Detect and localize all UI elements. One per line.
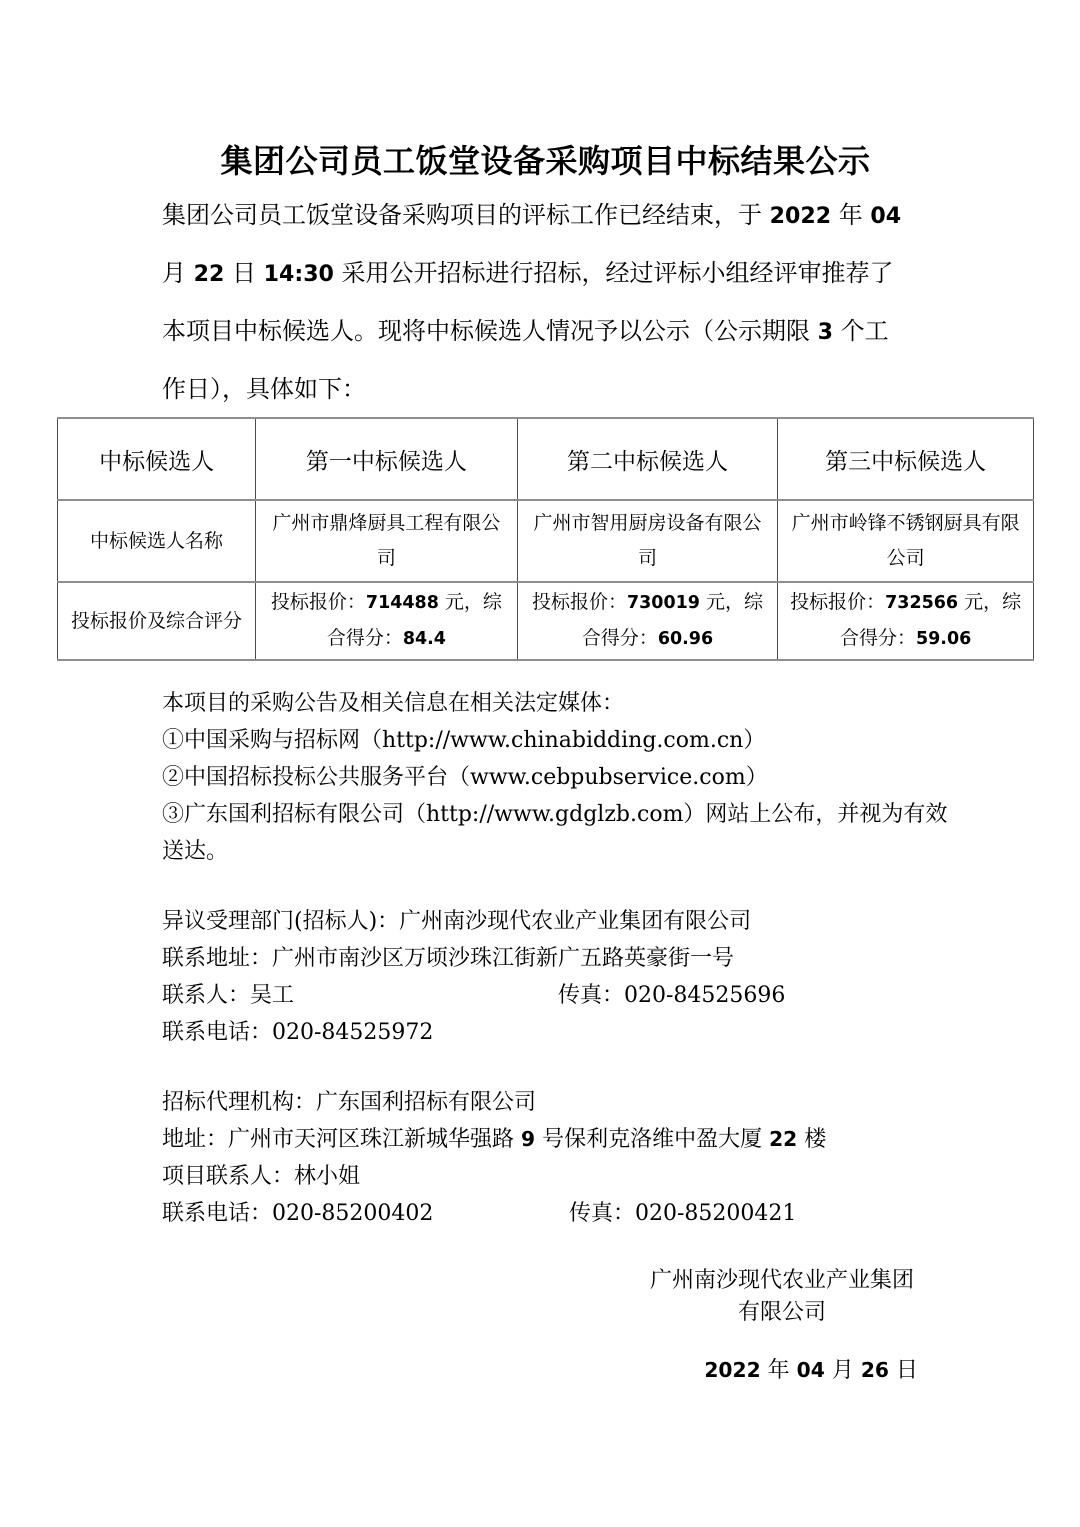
- table-row-candidate-names: [58, 500, 1034, 582]
- media-notice-paragraph: [162, 685, 1034, 870]
- intro-line-4: 作日），具体如下：: [162, 375, 366, 403]
- objection-contact-person: 联系人：吴工: [162, 983, 295, 1008]
- agency-name-line: 招标代理机构：广东国利招标有限公司: [162, 1090, 537, 1115]
- agency-phone-row: [162, 1195, 1034, 1232]
- row-label-bid-score: 投标报价及综合评分: [58, 582, 256, 660]
- objection-department-line: 异议受理部门(招标人)：广州南沙现代农业产业集团有限公司: [162, 909, 752, 934]
- agency-address-line: 地址：广州市天河区珠江新城华强路 9 号保利克洛维中盈大厦 22 楼: [162, 1127, 827, 1152]
- signature-company: [646, 1265, 918, 1329]
- row-label-candidate-name: 中标候选人名称: [58, 500, 256, 582]
- table-header-second-candidate: 第二中标候选人: [517, 418, 778, 500]
- media-line-gdglzb: ③广东国利招标有限公司（http://www.gdglzb.com）网站上公布，并视为有效: [162, 802, 948, 827]
- intro-line-1: 集团公司员工饭堂设备采购项目的评标工作已经结束，于 2022 年 04: [162, 201, 902, 229]
- agency-section: [162, 1084, 1034, 1232]
- cell-candidate-name-2: 广州市智用厨房设备有限公司: [517, 500, 778, 582]
- signature-company-line-2: 有限公司: [737, 1300, 826, 1325]
- objection-phone-line: 联系电话：020-84525972: [162, 1020, 434, 1045]
- cell-bid-score-1: 投标报价：714488 元，综合得分：84.4: [256, 582, 518, 660]
- cell-bid-score-3: 投标报价：732566 元，综合得分：59.06: [778, 582, 1034, 660]
- agency-fax: 传真：020-85200421: [569, 1201, 797, 1226]
- table-header-candidate: 中标候选人: [58, 418, 256, 500]
- bid-results-table: [57, 417, 1034, 661]
- objection-fax: 传真：020-84525696: [558, 983, 786, 1008]
- cell-bid-score-2: 投标报价：730019 元，综合得分：60.96: [517, 582, 778, 660]
- table-header-third-candidate: 第三中标候选人: [778, 418, 1034, 500]
- agency-phone: 联系电话：020-85200402: [162, 1201, 434, 1226]
- page-title: 集团公司员工饭堂设备采购项目中标结果公示: [220, 142, 871, 180]
- intro-paragraph: [162, 187, 1034, 417]
- agency-contact-line: 项目联系人：林小姐: [162, 1164, 361, 1189]
- cell-candidate-name-3: 广州市岭锋不锈钢厨具有限公司: [778, 500, 1034, 582]
- signature-company-line-1: 广州南沙现代农业产业集团: [649, 1268, 914, 1293]
- intro-line-2: 月 22 日 14:30 采用公开招标进行招标，经过评标小组经评审推荐了: [162, 259, 894, 287]
- media-line-chinabidding: ①中国采购与招标网（http://www.chinabidding.com.cn）: [162, 728, 766, 753]
- media-line-delivery: 送达。: [162, 839, 229, 864]
- table-header-first-candidate: 第一中标候选人: [256, 418, 518, 500]
- table-header-row: [58, 418, 1034, 500]
- intro-line-3: 本项目中标候选人。现将中标候选人情况予以公示（公示期限 3 个工: [162, 317, 889, 345]
- signature-date: 2022 年 04 月 26 日: [704, 1358, 918, 1383]
- media-line-cebpubservice: ②中国招标投标公共服务平台（www.cebpubservice.com）: [162, 765, 768, 790]
- objection-section: [162, 903, 1034, 1051]
- media-intro-line: 本项目的采购公告及相关信息在相关法定媒体：: [162, 691, 625, 716]
- objection-contact-row: [162, 977, 1034, 1014]
- objection-address-line: 联系地址：广州市南沙区万顷沙珠江街新广五路英豪街一号: [162, 946, 735, 971]
- table-row-bid-scores: [58, 582, 1034, 660]
- cell-candidate-name-1: 广州市鼎烽厨具工程有限公司: [256, 500, 518, 582]
